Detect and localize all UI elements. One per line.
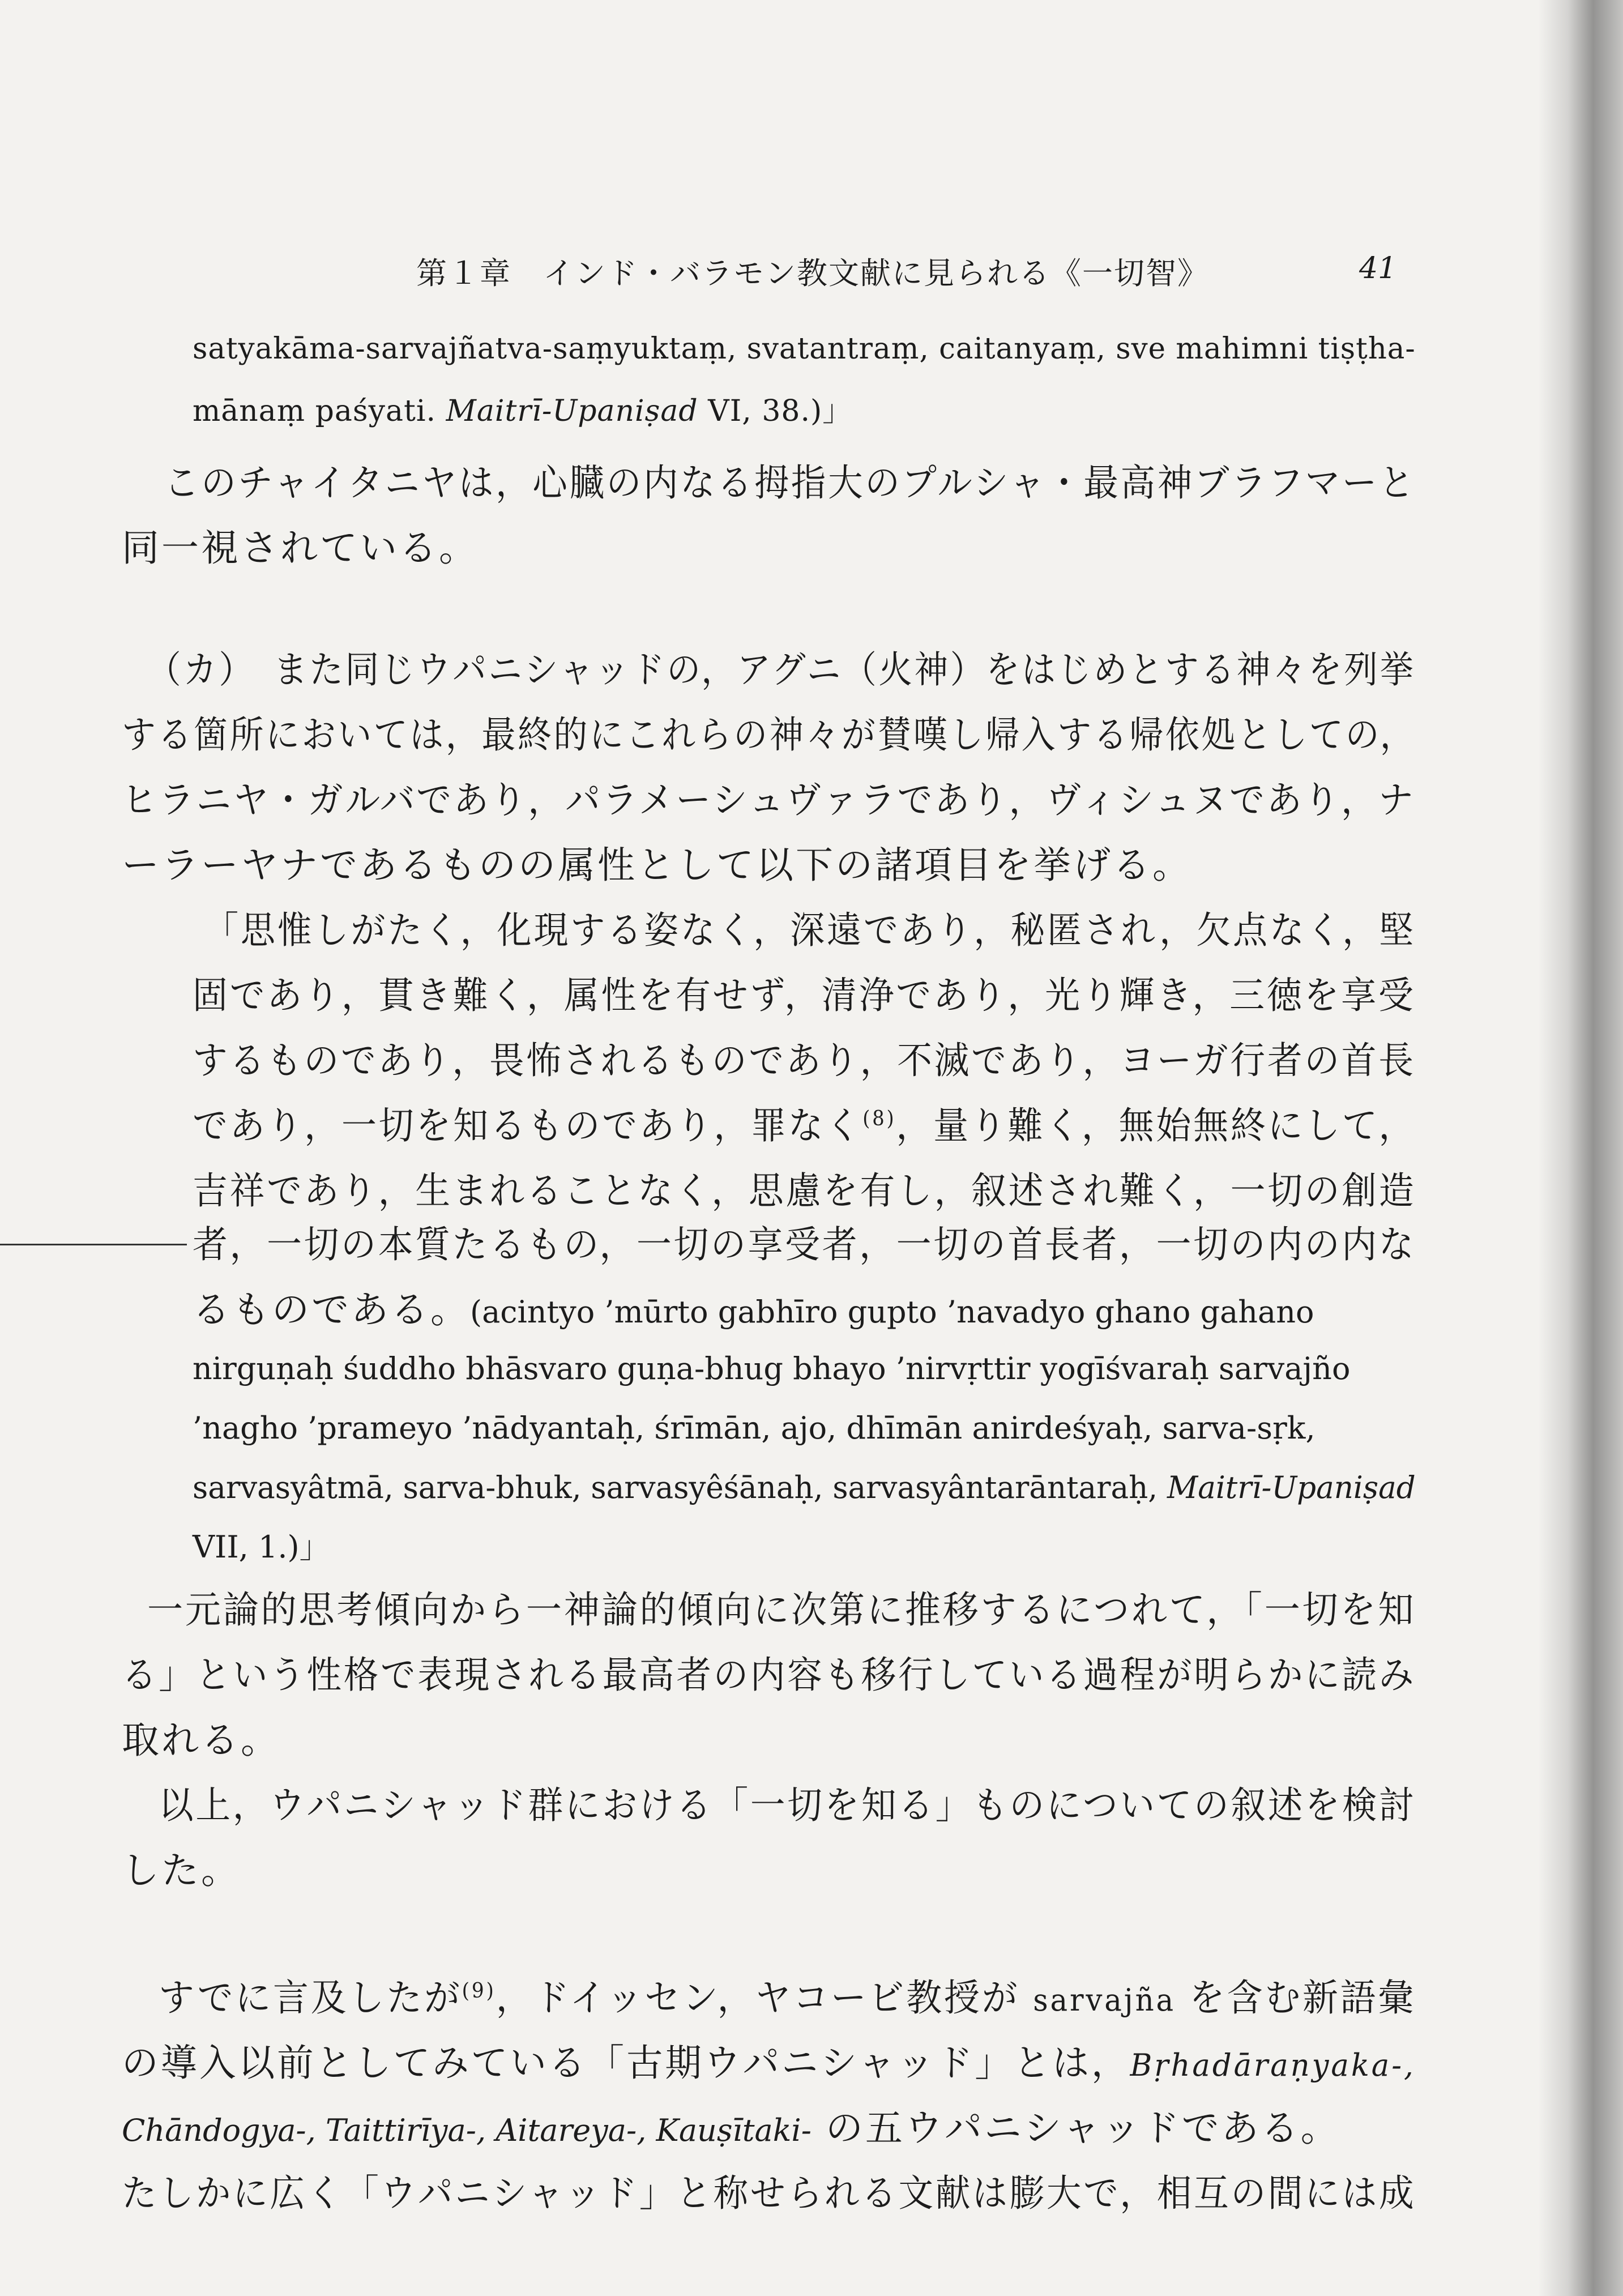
text-span: すでに言及したが xyxy=(159,1976,462,2020)
binding-shadow xyxy=(1538,0,1623,2296)
text-span: を含む新語彙 xyxy=(1176,1976,1416,2020)
text-span: ，ドイッセン，ヤコービ教授が xyxy=(496,1976,1033,2020)
text-line xyxy=(159,1976,1416,2020)
text-line: ヒラニヤ・ガルバであり，パラメーシュヴァラであり，ヴィシュヌであり，ナ xyxy=(122,778,1416,822)
text-span: ，量り難く，無始無終にして， xyxy=(896,1104,1416,1147)
text-line: satyakāma-sarvajñatva-saṃyuktaṃ, svatantraṃ, caitanyaṃ, sve mahimni tiṣṭha- xyxy=(193,332,1416,366)
text-line: （カ） また同じウパニシャッドの，アグニ（火神）をはじめとする神々を列挙 xyxy=(147,648,1416,692)
text-line: る」という性格で表現される最高者の内容も移行している過程が明らかに読み xyxy=(122,1653,1416,1697)
text-line: 一元論的思考傾向から一神論的傾向に次第に推移するにつれて，「一切を知 xyxy=(147,1588,1416,1632)
chapter-title: 第１章 インド・バラモン教文献に見られる《一切智》 xyxy=(416,255,1209,291)
text-span: であり，一切を知るものであり，罪なく xyxy=(193,1104,863,1147)
text-span: るものである。 xyxy=(193,1288,470,1331)
citation-title: Chāndogya-, Taittirīya-, Aitareya-, Kauṣītaki- xyxy=(122,2113,812,2148)
text-line: nirguṇaḥ śuddho bhāsvaro guṇa-bhug bhayo ’nirvṛttir yogīśvaraḥ sarvajño xyxy=(193,1351,1351,1386)
text-line xyxy=(193,1104,1416,1147)
page-number: 41 xyxy=(1359,251,1397,285)
footnote-ref: (9) xyxy=(462,1979,496,2003)
text-line: 固であり，貫き難く，属性を有せず，清浄であり，光り輝き，三徳を享受 xyxy=(193,974,1416,1017)
text-span: mānaṃ paśyati. xyxy=(193,394,446,428)
citation-title: Bṛhadāraṇyaka-, xyxy=(1130,2047,1416,2083)
sanskrit-term: sarvajña xyxy=(1033,1982,1176,2018)
text-line: このチャイタニヤは，心臓の内なる拇指大のプルシャ・最高神ブラフマーと xyxy=(164,461,1416,505)
text-span: の五ウパニシャッドである。 xyxy=(811,2106,1340,2150)
text-line: した。 xyxy=(122,1849,241,1892)
sanskrit-text: (acintyo ’mūrto gabhīro gupto ’navadyo ghano gahano xyxy=(470,1294,1314,1330)
text-line: 者，一切の本質たるもの，一切の享受者，一切の首長者，一切の内の内な xyxy=(193,1223,1416,1266)
text-line: 取れる。 xyxy=(122,1718,280,1762)
text-line: たしかに広く「ウパニシャッド」と称せられる文献は膨大で，相互の間には成 xyxy=(122,2171,1416,2215)
text-line xyxy=(193,1288,1314,1331)
text-line: 吉祥であり，生まれることなく，思慮を有し，叙述され難く，一切の創造 xyxy=(193,1169,1416,1213)
text-span: sarvasyâtmā, sarva-bhuk, sarvasyêśānaḥ, sarvasyântarāntaraḥ, xyxy=(193,1470,1167,1505)
text-line: VII, 1.)」 xyxy=(193,1529,330,1565)
text-line: 同一視されている。 xyxy=(122,526,479,570)
text-line xyxy=(193,1470,1416,1505)
footnote-ref: (8) xyxy=(862,1107,896,1130)
text-line xyxy=(122,2106,1340,2150)
citation-title: Maitrī-Upaniṣad xyxy=(1167,1470,1416,1505)
text-line: ’nagho ’prameyo ’nādyantaḥ, śrīmān, ajo, dhīmān anirdeśyaḥ, sarva-sṛk, xyxy=(193,1410,1316,1446)
margin-rule xyxy=(0,1244,187,1245)
text-line: ーラーヤナであるものの属性として以下の諸項目を挙げる。 xyxy=(122,843,1192,887)
running-header xyxy=(0,249,1623,300)
text-line: 「思惟しがたく，化現する姿なく，深遠であり，秘匿され，欠点なく，堅 xyxy=(204,908,1416,952)
text-line: するものであり，畏怖されるものであり，不滅であり，ヨーガ行者の首長 xyxy=(193,1039,1416,1082)
text-line: 以上，ウパニシャッド群における「一切を知る」ものについての叙述を検討 xyxy=(159,1783,1416,1827)
text-line xyxy=(193,396,852,426)
citation-title: Maitrī-Upaniṣad xyxy=(446,394,698,428)
text-line xyxy=(122,2041,1416,2085)
text-span: の導入以前としてみている「古期ウパニシャッド」とは， xyxy=(122,2041,1130,2085)
text-line: する箇所においては，最終的にこれらの神々が賛嘆し帰入する帰依処としての， xyxy=(122,713,1416,757)
text-span: VI, 38.)」 xyxy=(698,394,853,428)
